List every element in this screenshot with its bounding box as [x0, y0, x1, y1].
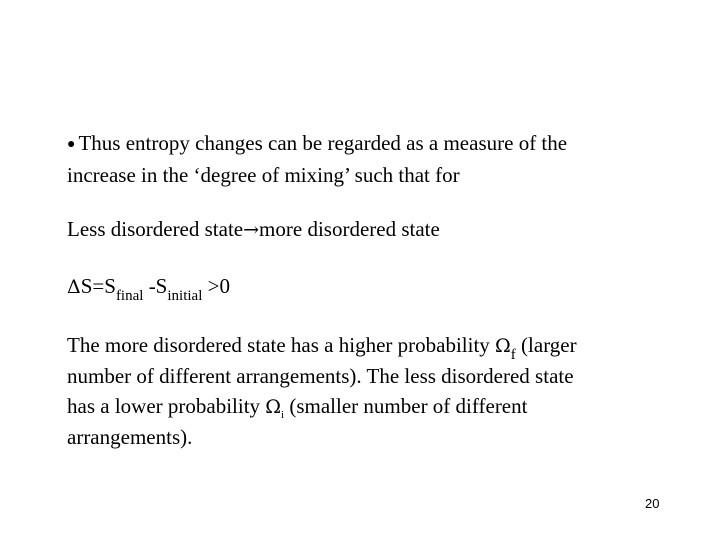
paragraph-disorder-transition	[67, 214, 440, 245]
text: Less disordered state	[67, 217, 244, 241]
text: -S	[143, 274, 168, 298]
page-number: 20	[645, 496, 660, 511]
paragraph-line	[67, 361, 577, 391]
subscript-f: f	[510, 347, 516, 363]
text: S=S	[80, 274, 116, 298]
text: increase in the ‘degree of mixing’ such that for	[67, 163, 460, 187]
paragraph-entropy-mixing	[67, 128, 567, 190]
paragraph-probability	[67, 330, 577, 452]
text: number of different arrangements). The less disordered state	[67, 364, 574, 388]
text: Thus entropy changes can be regarded as a measure of the	[78, 131, 568, 155]
entropy-equation	[67, 271, 230, 302]
omega-symbol: Ω	[495, 335, 511, 357]
paragraph-line	[67, 160, 567, 190]
bullet-icon: ●	[67, 137, 76, 152]
subscript-i: i	[281, 409, 285, 421]
paragraph-line	[67, 330, 577, 361]
paragraph-line	[67, 128, 567, 160]
text: The more disordered state has a higher probability	[67, 333, 496, 357]
right-arrow-icon: →	[243, 219, 260, 241]
omega-symbol: Ω	[265, 396, 282, 418]
text: >0	[202, 274, 230, 298]
text: more disordered state	[259, 217, 440, 241]
text: (larger	[515, 333, 577, 357]
subscript-initial: initial	[167, 288, 203, 304]
text: arrangements).	[67, 425, 193, 449]
subscript-final: final	[115, 288, 144, 304]
paragraph-line	[67, 422, 577, 452]
delta-symbol: Δ	[67, 276, 81, 298]
paragraph-line	[67, 391, 577, 422]
text: has a lower probability	[67, 394, 266, 418]
text: (smaller number of different	[284, 394, 528, 418]
